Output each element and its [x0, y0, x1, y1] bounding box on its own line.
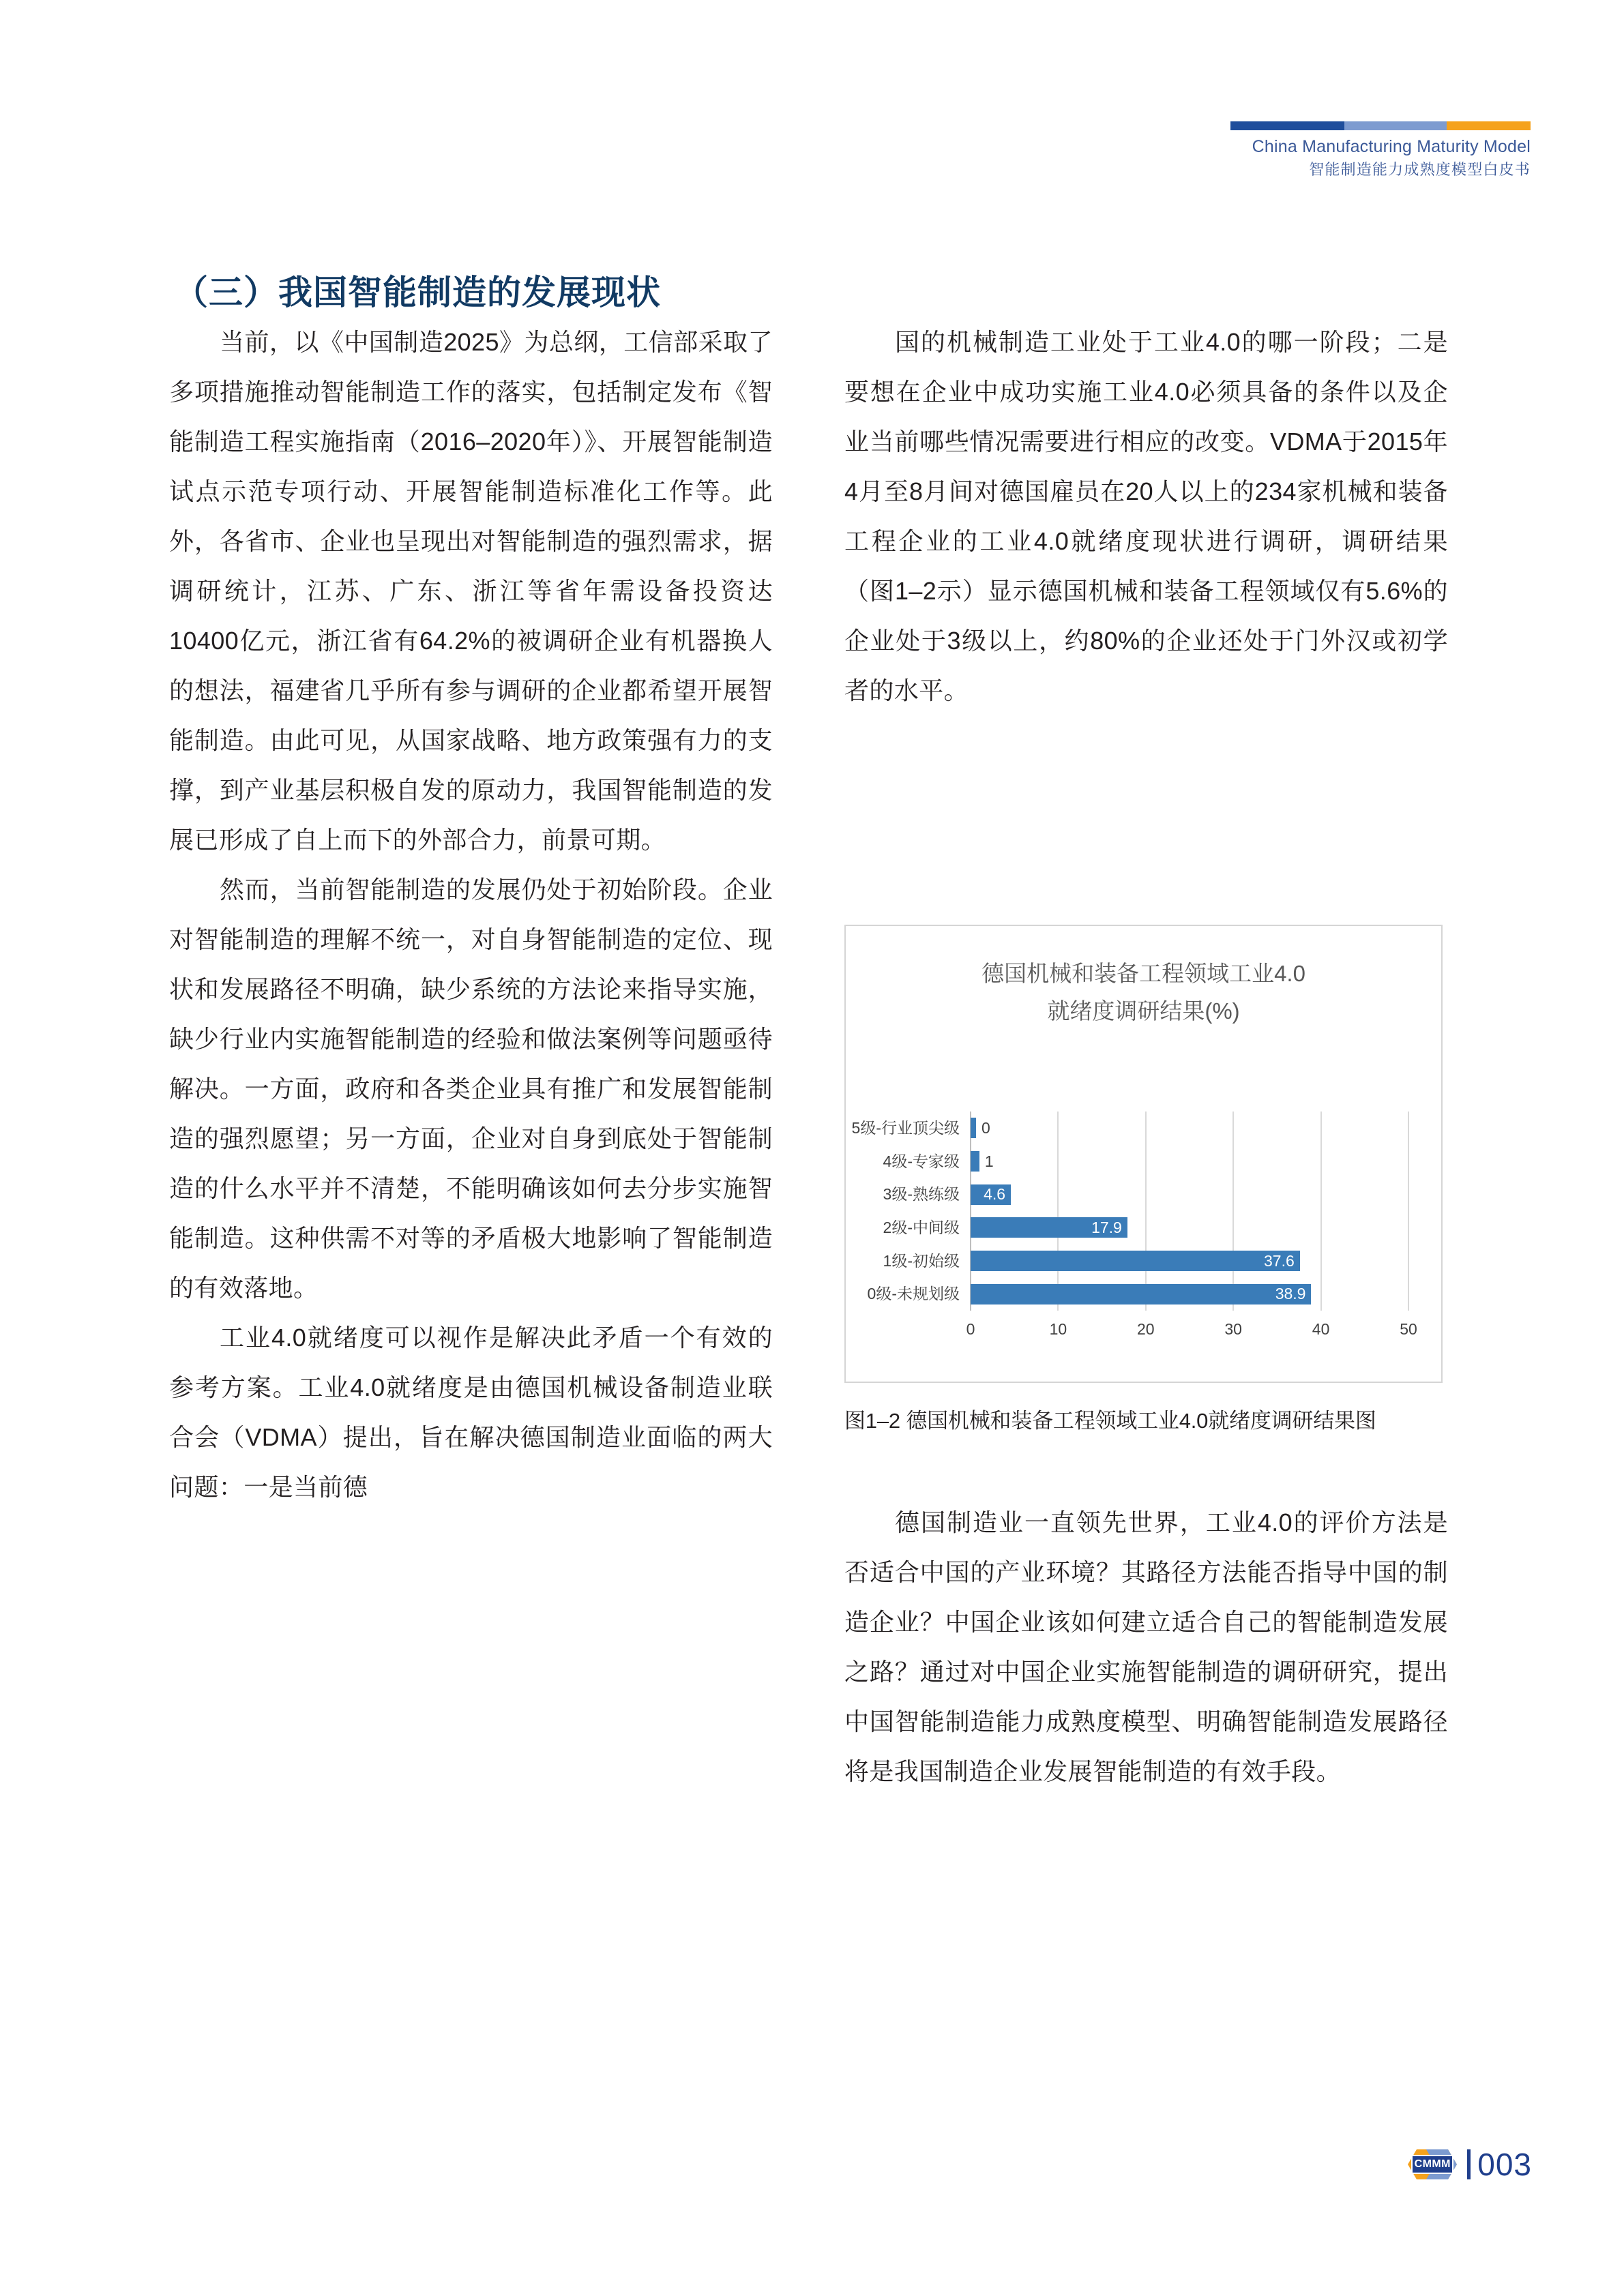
cmmm-logo-text-plate	[1411, 2155, 1453, 2174]
page-title: （三）我国智能制造的发展现状	[174, 273, 661, 312]
chart-plot-area	[846, 1105, 1441, 1382]
footer-divider	[1467, 2149, 1471, 2179]
chart-bar-value-label: 17.9	[1091, 1218, 1122, 1236]
chart-category-label: 2级-中间级	[883, 1218, 960, 1236]
chart-category-label: 1级-初始级	[883, 1251, 960, 1270]
chart-bar-value-label: 4.6	[984, 1185, 1006, 1204]
chart-x-tick-label: 40	[1312, 1320, 1330, 1338]
chart-bar	[971, 1184, 1011, 1205]
chart-bar	[971, 1118, 990, 1138]
chart-title-line-2: 就绪度调研结果(%)	[1047, 998, 1240, 1024]
body-paragraph: 国的机械制造工业处于工业4.0的哪一阶段；二是要想在企业中成功实施工业4.0必须具备的条件以及企业当前哪些情况需要进行相应的改变。VDMA于2015年4月至8月间对德国雇员在20人以上的234家机械和装备工程企业的工业4.0就绪度现状进行调研，调研结果（图1–2示）显示德国机械和装备工程领域仅有5.6%的企业处于3级以上，约80%的企业还处于门外汉或初学者的水平。	[844, 328, 1448, 704]
right-column	[844, 317, 1448, 715]
left-column	[169, 317, 773, 1512]
header-rule-segment-lightblue	[1344, 121, 1447, 130]
chart-bar-value-label: 38.9	[1275, 1285, 1306, 1303]
page-number: 003	[1477, 2147, 1532, 2182]
chart-bar-row	[883, 1251, 1408, 1271]
chart-category-label: 5级-行业顶尖级	[851, 1118, 960, 1137]
chart-bar	[971, 1251, 1300, 1271]
figure-caption: 图1–2 德国机械和装备工程领域工业4.0就绪度调研结果图	[844, 1409, 1376, 1433]
chart-bar-row	[883, 1184, 1408, 1205]
chart-category-label: 4级-专家级	[883, 1152, 960, 1170]
chart-bar	[971, 1217, 1127, 1238]
cmmm-logo-icon	[1406, 2147, 1459, 2181]
chart-x-tick-label: 10	[1049, 1320, 1067, 1338]
page-header	[1230, 121, 1531, 179]
chart-x-axis-ticks	[966, 1320, 1417, 1345]
figure-1-2	[844, 925, 1443, 1434]
chart-x-tick-label: 30	[1224, 1320, 1242, 1338]
body-paragraph: 德国制造业一直领先世界，工业4.0的评价方法是否适合中国的产业环境？其路径方法能否指导中国的制造企业？中国企业该如何建立适合自己的智能制造发展之路？通过对中国企业实施智能制造的调研研究，提出中国智能制造能力成熟度模型、明确智能制造发展路径将是我国制造企业发展智能制造的有效手段。	[844, 1508, 1448, 1785]
chart-container	[844, 925, 1443, 1383]
chart-bars	[851, 1112, 1408, 1311]
chart-title-line-1: 德国机械和装备工程领域工业4.0	[981, 961, 1305, 986]
body-paragraph: 工业4.0就绪度可以视作是解决此矛盾一个有效的参考方案。工业4.0就绪度是由德国机械设备制造业联合会（VDMA）提出，旨在解决德国制造业面临的两大问题：一是当前德	[169, 1324, 773, 1501]
page-footer	[1406, 2147, 1532, 2181]
chart-title	[846, 926, 1441, 1030]
chart-bar-row	[883, 1217, 1408, 1238]
header-english-title: China Manufacturing Maturity Model	[1252, 137, 1531, 156]
chart-bar-value-label: 37.6	[1264, 1251, 1295, 1270]
chart-bar	[971, 1284, 1311, 1304]
chart-bar-value-label: 1	[984, 1152, 994, 1170]
chart-bar-row	[883, 1151, 1408, 1172]
header-chinese-title: 智能制造能力成熟度模型白皮书	[1309, 160, 1531, 178]
chart-bar-row	[851, 1118, 1408, 1138]
chart-category-label: 3级-熟练级	[883, 1185, 960, 1204]
body-paragraph: 然而，当前智能制造的发展仍处于初始阶段。企业对智能制造的理解不统一，对自身智能制造的定位、现状和发展路径不明确，缺少系统的方法论来指导实施，缺少行业内实施智能制造的经验和做法案例等问题亟待解决。一方面，政府和各类企业具有推广和发展智能制造的强烈愿望；另一方面，企业对自身到底处于智能制造的什么水平并不清楚，不能明确该如何去分步实施智能制造。这种供需不对等的矛盾极大地影响了智能制造的有效落地。	[169, 876, 773, 1302]
right-column-lower	[844, 1497, 1448, 1796]
chart-bar-row	[867, 1284, 1408, 1304]
chart-x-tick-label: 50	[1400, 1320, 1417, 1338]
chart-bar	[971, 1151, 994, 1172]
body-paragraph: 当前，以《中国制造2025》为总纲，工信部采取了多项措施推动智能制造工作的落实，包括制定发布《智能制造工程实施指南（2016–2020年）》、开展智能制造试点示范专项行动、开展智能制造标准化工作等。此外，各省市、企业也呈现出对智能制造的强烈需求，据调研统计，江苏、广东、浙江等省年需设备投资达10400亿元，浙江省有64.2%的被调研企业有机器换人的想法，福建省几乎所有参与调研的企业都希望开展智能制造。由此可见，从国家战略、地方政策强有力的支撑，到产业基层积极自发的原动力，我国智能制造的发展已形成了自上而下的外部合力，前景可期。	[169, 328, 773, 854]
header-rule-segment-blue	[1230, 121, 1344, 130]
chart-category-label: 0级-未规划级	[867, 1285, 960, 1303]
cmmm-logo-label: CMMM	[1414, 2158, 1451, 2170]
header-rule-segment-orange	[1447, 121, 1531, 130]
chart-x-tick-label: 20	[1137, 1320, 1155, 1338]
header-rule-bar	[1230, 121, 1531, 130]
chart-x-tick-label: 0	[966, 1320, 975, 1338]
chart-bar-value-label: 0	[981, 1118, 990, 1137]
